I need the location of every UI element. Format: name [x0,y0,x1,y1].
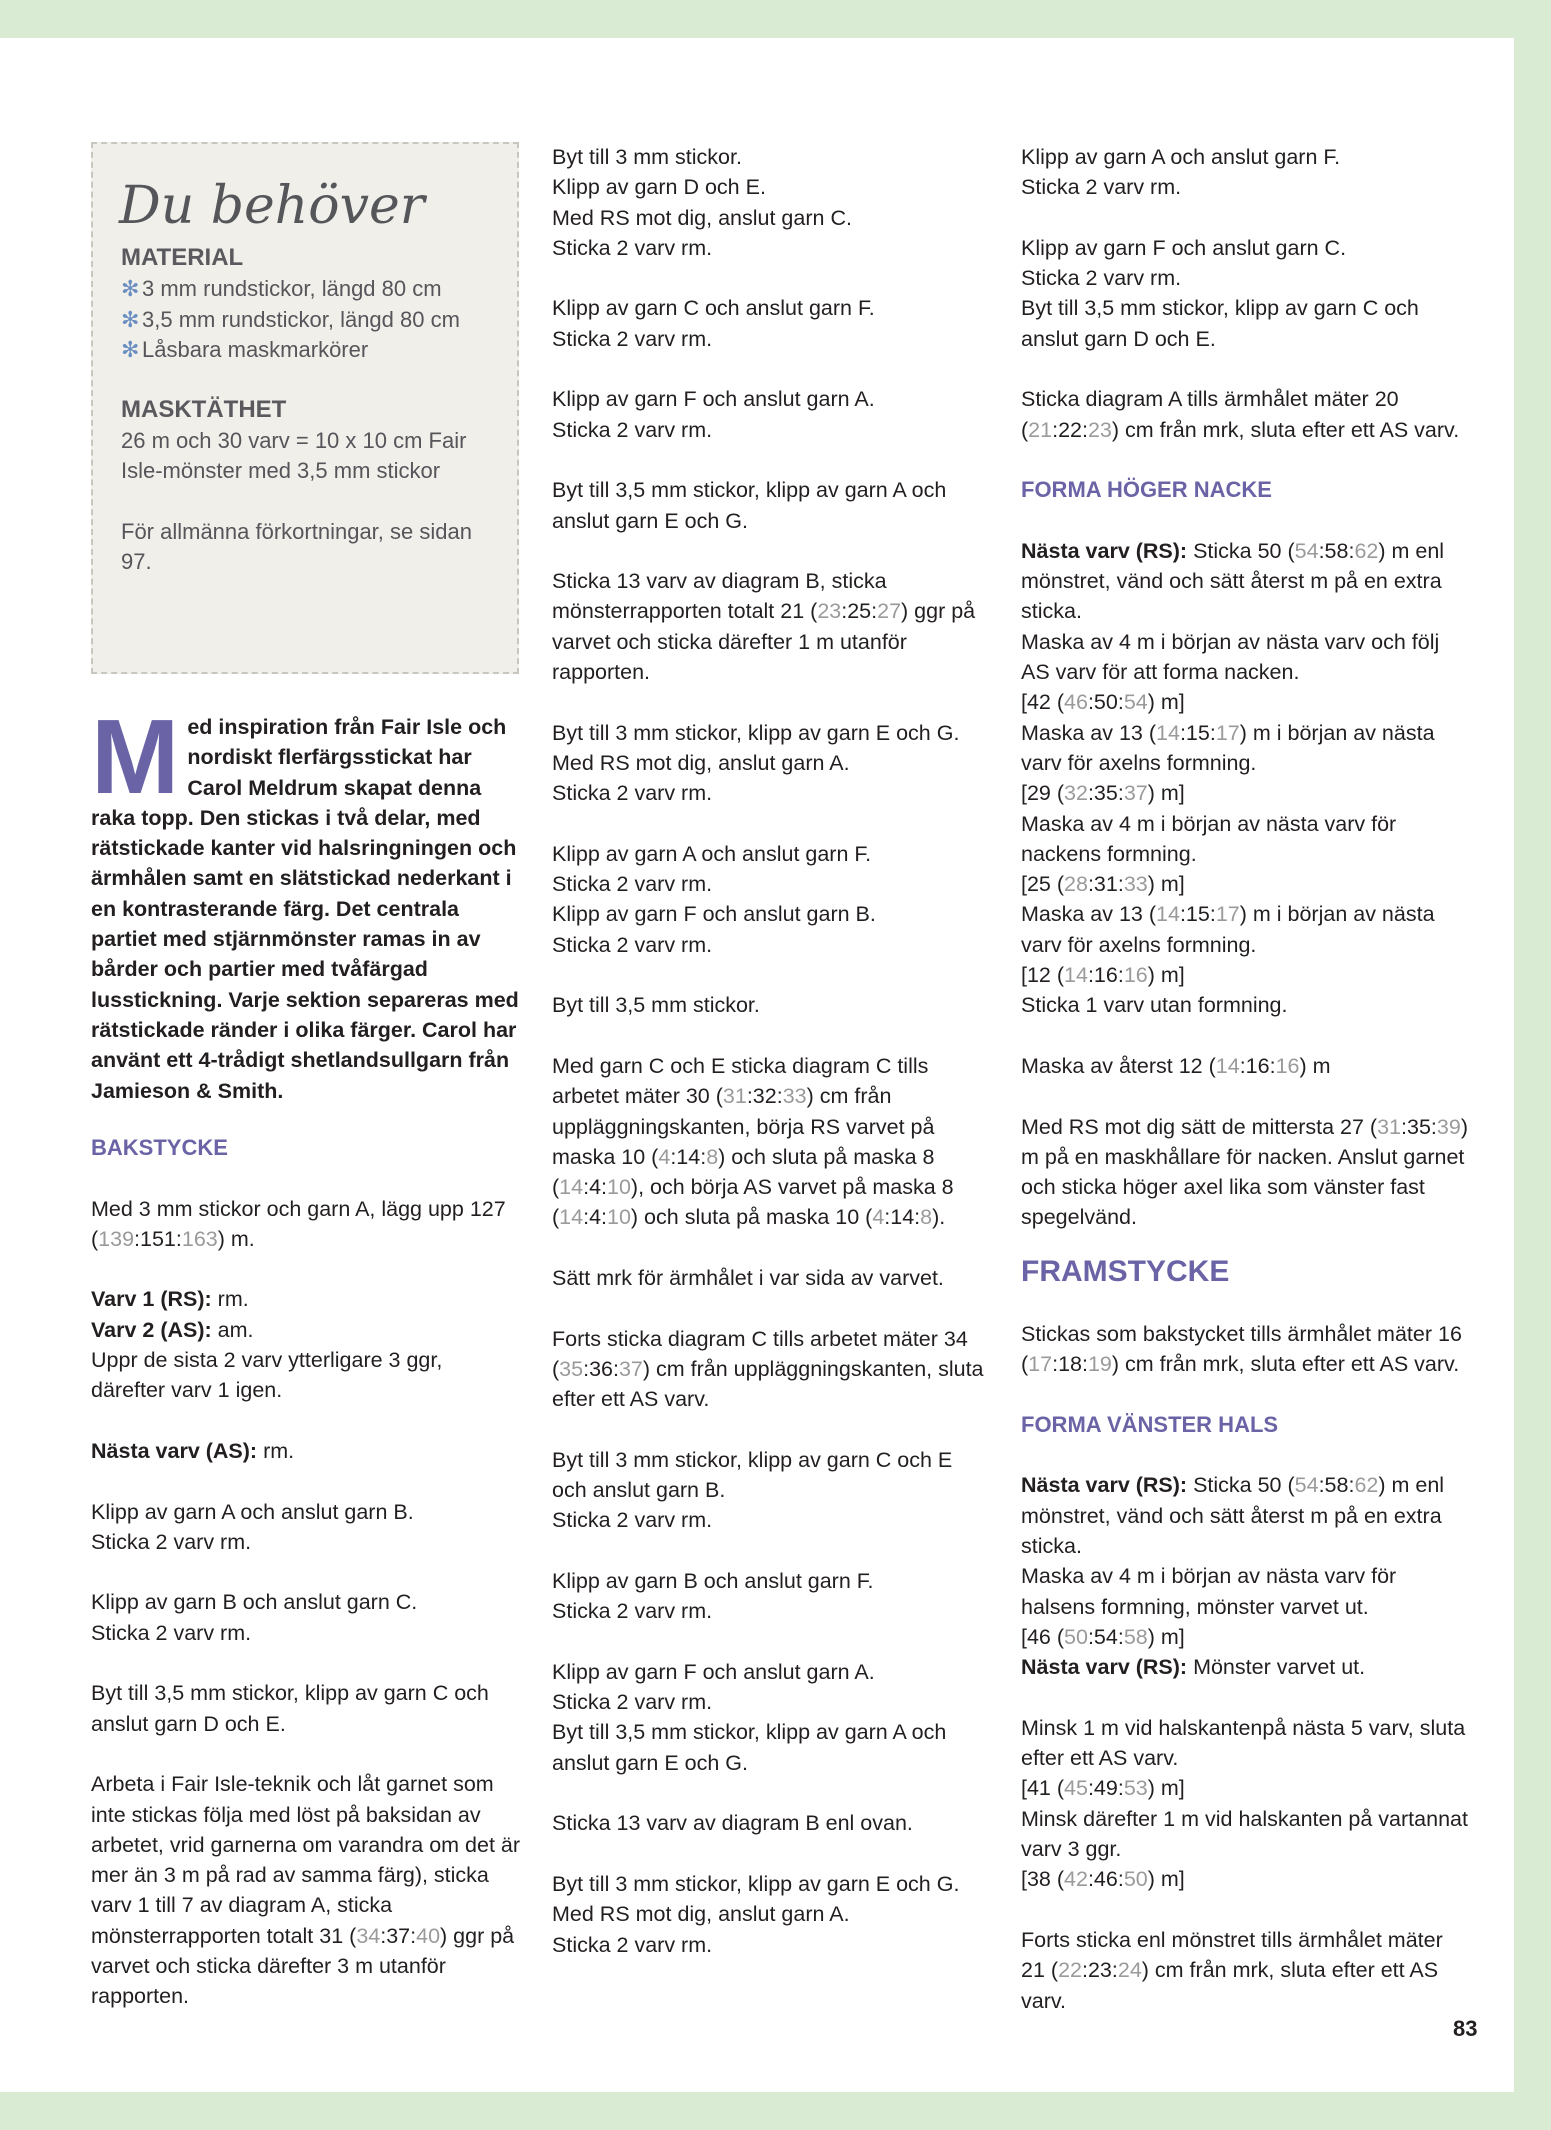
paragraph: Sticka diagram A tills ärmhålet mäter 20 (21:22:23) cm från mrk, sluta efter ett AS varv. [1021,387,1460,442]
paragraph: Klipp av garn F och anslut garn C. Sticka 2 varv rm. Byt till 3,5 mm stickor, klipp av garn C och anslut garn D och E. [1021,235,1419,351]
asterisk-icon: ✻ [121,276,140,301]
paragraph: Med garn C och E sticka diagram C tills arbetet mäter 30 (31:32:33) cm från uppläggningskanten, börja RS varvet på maska 10 (4:14:8) och sluta på maska 8 (14:4:10), och börja AS varvet på maska 8 (14:4:10) och sluta på maska 10 (4:14:8). [552,1053,954,1230]
paragraph: Arbeta i Fair Isle-teknik och låt garnet som inte stickas följa med löst på baksidan av arbetet, vrid garnerna om varandra om det är mer än 3 m på rad av samma färg), sticka varv 1 till 7 av diagram A, sticka mönsterrapporten totalt 31 (34:37:40) ggr på varvet och sticka därefter 3 m utanför rapporten. [91,1772,521,2009]
paragraph: Minsk 1 m vid halskantenpå nästa 5 varv, sluta efter ett AS varv. [41 (45:49:53) m] Minsk därefter 1 m vid halskanten på vartannat varv 3 ggr. [38 (42:46:50) m] [1021,1715,1468,1892]
paragraph: Forts sticka enl mönstret tills ärmhålet mäter 21 (22:23:24) cm från mrk, sluta efter ett AS varv. [1021,1927,1443,2013]
paragraph: Klipp av garn A och anslut garn F. Sticka 2 varv rm. Klipp av garn F och anslut garn B. Sticka 2 varv rm. [552,841,876,957]
column-1 [91,1133,521,2042]
paragraph: Klipp av garn B och anslut garn C. Sticka 2 varv rm. [91,1590,418,1645]
section-heading-vanster-hals: FORMA VÄNSTER HALS [1021,1411,1279,1437]
paragraph: Forts sticka diagram C tills arbetet mäter 34 (35:36:37) cm från uppläggningskanten, sluta efter ett AS varv. [552,1326,984,1412]
paragraph: Klipp av garn F och anslut garn A. Sticka 2 varv rm. Byt till 3,5 mm stickor, klipp av garn A och anslut garn E och G. [552,1659,947,1775]
paragraph: Klipp av garn A och anslut garn B. Sticka 2 varv rm. [91,1499,414,1554]
drop-cap: M [91,698,180,816]
materials-item: ✻ 3,5 mm rundstickor, längd 80 cm [121,305,489,336]
paragraph: Byt till 3 mm stickor. Klipp av garn D och E. Med RS mot dig, anslut garn C. Sticka 2 varv rm. [552,145,852,260]
box-heading: Du behöver [119,176,425,236]
paragraph: Klipp av garn A och anslut garn F. Sticka 2 varv rm. [1021,145,1341,200]
gauge-text: 26 m och 30 varv = 10 x 10 cm Fair Isle-mönster med 3,5 mm stickor [121,427,467,483]
materials-list [121,274,489,366]
abbrev-text: För allmänna förkortningar, se sidan 97. [121,518,472,574]
paragraph: Byt till 3,5 mm stickor, klipp av garn A och anslut garn E och G. [552,478,947,533]
paragraph: Sticka 13 varv av diagram B, sticka mönsterrapporten totalt 21 (23:25:27) ggr på varvet och sticka därefter 1 m utanför rapporten. [552,569,976,685]
paragraph: Byt till 3 mm stickor, klipp av garn E och G. Med RS mot dig, anslut garn A. Sticka 2 varv rm. [552,720,960,806]
section-heading-bakstycke: BAKSTYCKE [91,1135,228,1160]
column-2 [552,142,992,1990]
gauge-label: MASKTÄTHET [121,395,287,423]
page-number: 83 [1453,2016,1478,2041]
paragraph: Maska av återst 12 (14:16:16) m [1021,1053,1331,1078]
paragraph: Klipp av garn B och anslut garn F. Sticka 2 varv rm. [552,1568,874,1624]
paragraph: Sätt mrk för ärmhålet i var sida av varvet. [552,1265,944,1290]
paragraph: Varv 1 (RS): rm. Varv 2 (AS): am. Uppr de sista 2 varv ytterligare 3 ggr, därefter varv 1 igen. [91,1287,443,1403]
paragraph: Sticka 13 varv av diagram B enl ovan. [552,1811,913,1836]
materials-item: ✻ Låsbara maskmarkörer [121,335,489,366]
material-label: MATERIAL [121,244,244,271]
materials-box [91,142,519,674]
paragraph: Byt till 3 mm stickor, klipp av garn C och E och anslut garn B. Sticka 2 varv rm. [552,1447,953,1533]
paragraph: Nästa varv (RS): Sticka 50 (54:58:62) m enl mönstret, vänd och sätt återst m på en extra sticka. Maska av 4 m i början av nästa varv och följ AS varv för att forma nacken. [42 (46:50:54) m] Maska av 13 (14:15:17) m i början av nästa varv för axelns formning. [29 (32:35:37) m] Maska av 4 m i början av nästa varv för nackens formning. [25 (28:31:33) m] Maska av 13 (14:15:17) m i början av nästa varv för axelns formning. [12 (14:16:16) m] Sticka 1 varv utan formning. [1021,538,1445,1018]
materials-item: ✻ 3 mm rundstickor, längd 80 cm [121,274,489,305]
paragraph: Byt till 3,5 mm stickor, klipp av garn C och anslut garn D och E. [91,1681,489,1736]
paragraph: Med 3 mm stickor och garn A, lägg upp 127 (139:151:163) m. [91,1196,506,1251]
paragraph: Med RS mot dig sätt de mittersta 27 (31:35:39) m på en maskhållare för nacken. Anslut garnet och sticka höger axel lika som vänster fast spegelvänd. [1021,1114,1468,1230]
paragraph: Stickas som bakstycket tills ärmhålet mäter 16 (17:18:19) cm från mrk, sluta efter ett AS varv. [1021,1321,1462,1377]
paragraph: Nästa varv (AS): rm. [91,1438,295,1463]
asterisk-icon: ✻ [121,337,140,362]
paragraph: Klipp av garn F och anslut garn A. Sticka 2 varv rm. [552,387,875,442]
intro-text: ed inspiration från Fair Isle och nordiskt flerfärgsstickat har Carol Meldrum skapat denna raka topp. Den stickas i två delar, med rätstickade kanter vid halsringningen och ärmhålen samt en slätstickad nederkant i en kontrasterande färg. Det centrala partiet med stjärnmönster ramas in av bårder och partier med tvåfärgad lusstickning. Varje sektion separeras med rätstickade ränder i olika färger. Carol har använt ett 4-trådigt shetlandsullgarn från Jamieson & Smith. [91,715,519,1103]
page [0,38,1514,2092]
column-3 [1021,142,1471,2046]
section-heading-hoger-nacke: FORMA HÖGER NACKE [1021,477,1272,503]
paragraph: Byt till 3 mm stickor, klipp av garn E och G. Med RS mot dig, anslut garn A. Sticka 2 varv rm. [552,1871,960,1957]
intro-paragraph [91,698,521,1106]
asterisk-icon: ✻ [121,306,140,332]
section-heading-framstycke: FRAMSTYCKE [1021,1254,1230,1288]
paragraph: Nästa varv (RS): Sticka 50 (54:58:62) m enl mönstret, vänd och sätt återst m på en extra sticka. Maska av 4 m i början av nästa varv för halsens formning, mönster varvet ut. [46 (50:54:58) m] Nästa varv (RS): Mönster varvet ut. [1021,1473,1445,1680]
paragraph: Klipp av garn C och anslut garn F. Sticka 2 varv rm. [552,296,875,351]
paragraph: Byt till 3,5 mm stickor. [552,993,760,1018]
